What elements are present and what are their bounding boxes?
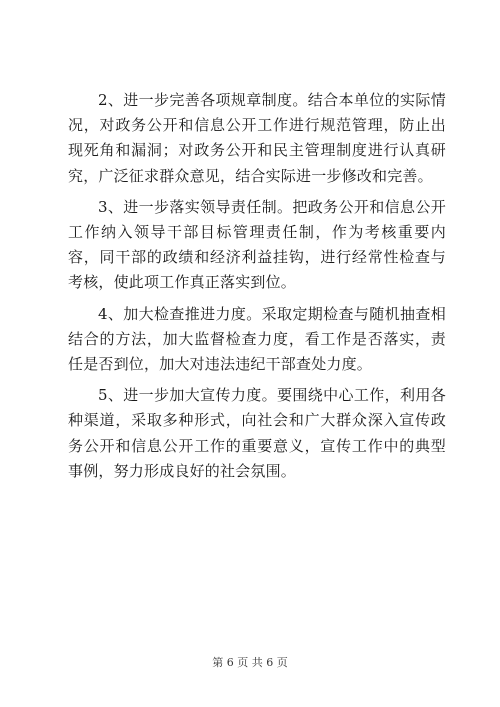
page-number-footer: 第 6 页 共 6 页 — [212, 656, 288, 669]
document-body — [68, 88, 446, 490]
paragraph-2: 2、进一步完善各项规章制度。结合本单位的实际情况，对政务公开和信息公开工作进行规范管理，防止出现死角和漏洞；对政务公开和民主管理制度进行认真研究，广泛征求群众意见，结合实际进一步修改和完善。 — [68, 91, 446, 185]
paragraph-4: 4、加大检查推进力度。采取定期检查与随机抽查相结合的方法，加大监督检查力度，看工作是否落实，责任是否到位，加大对违法违纪干部查处力度。 — [68, 304, 446, 374]
paragraph-3: 3、进一步落实领导责任制。把政务公开和信息公开工作纳入领导干部目标管理责任制，作为考核重要内容，同干部的政绩和经济利益挂钩，进行经常性检查与考核，使此项工作真正落实到位。 — [68, 197, 446, 292]
paragraph-5: 5、进一步加大宣传力度。要围绕中心工作，利用各种渠道，采取多种形式，向社会和广大群众深入宣传政务公开和信息公开工作的重要意义，宣传工作中的典型事例，努力形成良好的社会氛围。 — [68, 386, 446, 480]
